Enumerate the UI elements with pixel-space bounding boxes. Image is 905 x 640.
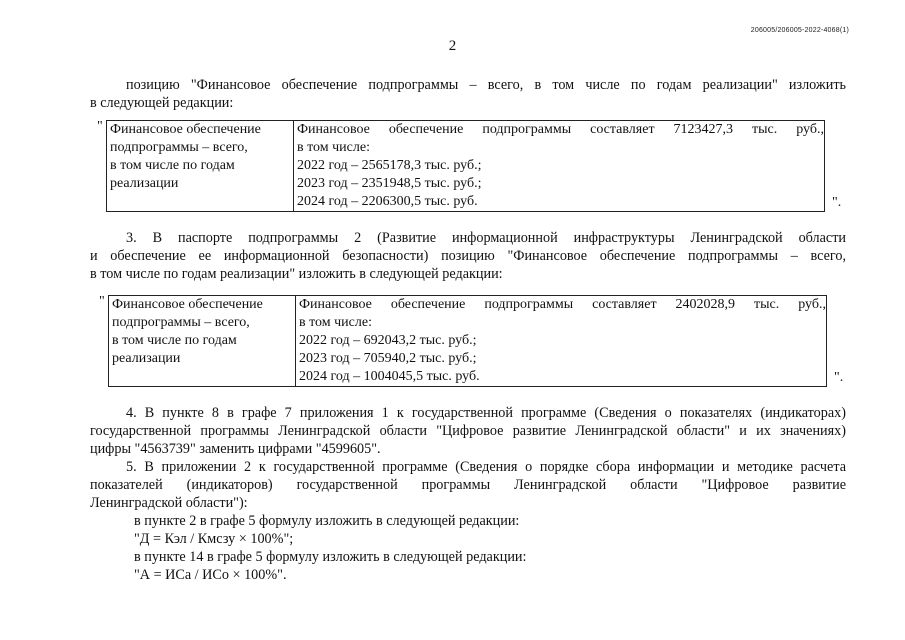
item5-paragraph xyxy=(90,458,846,584)
item3-line-2: и обеспечение ее информационной безопасности) позицию "Финансовое обеспечение подпрограммы – всего, xyxy=(90,248,846,264)
table1 xyxy=(106,120,825,212)
page-number: 2 xyxy=(448,38,457,54)
item5-line-2: показателей (индикаторов) государственной программы Ленинградской области "Цифровое развитие xyxy=(90,477,846,493)
table1-right-cell xyxy=(294,121,825,212)
intro-line-2: в следующей редакции: xyxy=(90,95,234,111)
table2-left-line: реализации xyxy=(112,351,181,366)
item4-line-1: 4. В пункте 8 в графе 7 приложения 1 к государственной программе (Сведения о показателях (индикаторах) xyxy=(126,405,846,421)
item3-line-1: 3. В паспорте подпрограммы 2 (Развитие информационной инфраструктуры Ленинградской области xyxy=(126,230,846,246)
table2-close-quote: ". xyxy=(834,370,844,385)
intro-line-1: позицию "Финансовое обеспечение подпрограммы – всего, в том числе по годам реализации" изложить xyxy=(126,77,846,93)
item4-paragraph xyxy=(90,404,846,458)
table1-right-line: 2024 год – 2206300,5 тыс. руб. xyxy=(297,194,478,209)
table1-left-line: в том числе по годам xyxy=(110,158,235,173)
table1-left-line: подпрограммы – всего, xyxy=(110,140,248,155)
table2-right-line: 2024 год – 1004045,5 тыс. руб. xyxy=(299,369,480,384)
item5-subclause-2: в пункте 14 в графе 5 формулу изложить в следующей редакции: xyxy=(134,549,527,565)
item5-formula-2: "А = ИСа / ИСо × 100%". xyxy=(134,567,287,583)
item3-line-3: в том числе по годам реализации" изложить в следующей редакции: xyxy=(90,266,503,282)
document-id: 206005/206005-2022-4068(1) xyxy=(750,27,849,34)
item5-formula-1: "Д = Кэл / Кмсзу × 100%"; xyxy=(134,531,294,547)
table1-open-quote: " xyxy=(97,119,103,134)
table2-left-line: Финансовое обеспечение xyxy=(112,297,263,312)
item5-line-1: 5. В приложении 2 к государственной программе (Сведения о порядке сбора информации и методике расчета xyxy=(126,459,846,475)
table2 xyxy=(108,295,827,387)
table2-right-line: 2022 год – 692043,2 тыс. руб.; xyxy=(299,333,477,348)
table2-right-line: в том числе: xyxy=(299,315,372,330)
table1-left-line: реализации xyxy=(110,176,179,191)
table2-left-line: в том числе по годам xyxy=(112,333,237,348)
table2-open-quote: " xyxy=(99,294,105,309)
item5-subclause-1: в пункте 2 в графе 5 формулу изложить в следующей редакции: xyxy=(134,513,520,529)
table1-right-line: 2023 год – 2351948,5 тыс. руб.; xyxy=(297,176,482,191)
table1-right-line: 2022 год – 2565178,3 тыс. руб.; xyxy=(297,158,482,173)
table2-left-cell xyxy=(109,296,296,387)
intro-paragraph xyxy=(90,76,846,112)
table2-total-line: Финансовое обеспечение подпрограммы составляет 2402028,9 тыс. руб., xyxy=(299,297,826,312)
item5-line-3: Ленинградской области"): xyxy=(90,495,248,511)
table2-right-line: 2023 год – 705940,2 тыс. руб.; xyxy=(299,351,477,366)
item4-line-3: цифры "4563739" заменить цифрами "4599605". xyxy=(90,441,381,457)
table2-left-line: подпрограммы – всего, xyxy=(112,315,250,330)
table1-total-line: Финансовое обеспечение подпрограммы составляет 7123427,3 тыс. руб., xyxy=(297,122,824,137)
item4-line-2: государственной программы Ленинградской области "Цифровое развитие Ленинградской области" и их значениях) xyxy=(90,423,846,439)
table1-left-line: Финансовое обеспечение xyxy=(110,122,261,137)
table1-left-cell xyxy=(107,121,294,212)
table1-right-line: в том числе: xyxy=(297,140,370,155)
table1-close-quote: ". xyxy=(832,195,842,210)
item3-paragraph xyxy=(90,229,846,283)
table2-right-cell xyxy=(296,296,827,387)
